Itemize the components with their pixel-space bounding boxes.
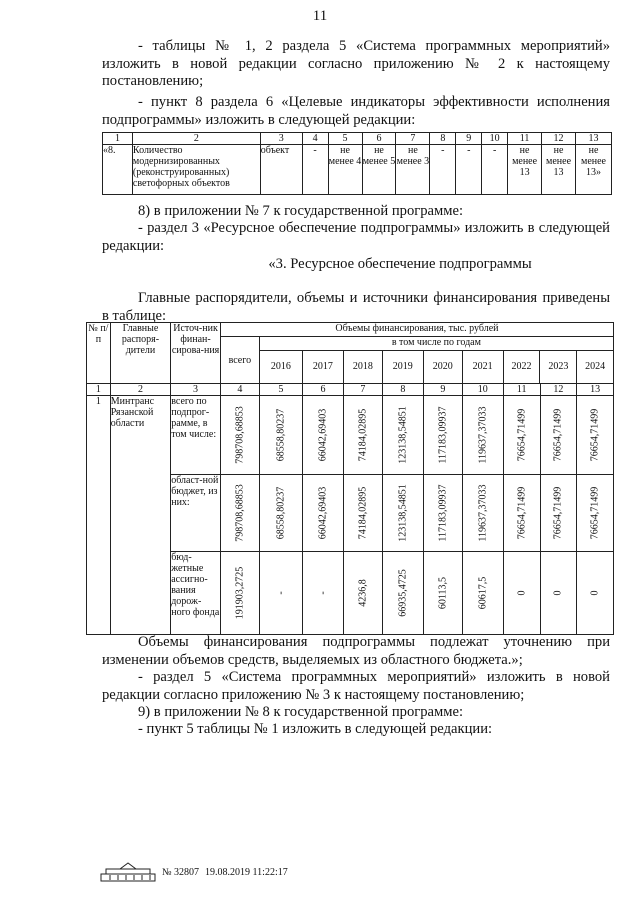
indicator-col-4: 4 <box>302 133 328 145</box>
doc-timestamp: 19.08.2019 11:22:17 <box>205 866 288 878</box>
section-heading: «3. Ресурсное обеспечение подпрограммы <box>268 256 532 272</box>
indicator-col-8: 8 <box>430 133 456 145</box>
paragraph-section-5: - раздел 5 «Система программных мероприятий» изложить в новой редакции согласно приложению № 3 к настоящему постановлению; <box>102 669 610 703</box>
indicator-col-13: 13 <box>576 133 612 145</box>
finance-header-num: № п/п <box>87 323 111 384</box>
finance-header-admin: Главные распоря-дители <box>110 323 170 384</box>
indicator-col-7: 7 <box>396 133 430 145</box>
value-cell: 68558,80237 <box>275 486 287 540</box>
paragraph-table-1-item-5: - пункт 5 таблицы № 1 изложить в следующей редакции: <box>138 721 493 737</box>
paragraph-annex-8: 9) в приложении № 8 к государственной программе: <box>138 704 464 720</box>
indicator-col-12: 12 <box>542 133 576 145</box>
doc-number: № 32807 <box>162 866 200 878</box>
value-cell: 0 <box>589 590 601 596</box>
finance-source-total: всего по подпрог-рамме, в том числе: <box>171 396 221 475</box>
finance-years-row <box>260 351 613 383</box>
value-cell: 68558,80237 <box>275 408 287 462</box>
value-cell: 119637,37033 <box>477 484 489 542</box>
footer <box>100 862 288 882</box>
indicator-col-9: 9 <box>456 133 482 145</box>
indicator-cell-5: не менее 4 <box>328 145 362 195</box>
value-cell: 117183,09937 <box>437 406 449 464</box>
value-cell: 76654,71499 <box>516 408 528 462</box>
year-2024: 2024 <box>585 361 606 372</box>
value-cell: 60113,5 <box>437 576 449 610</box>
finance-source-road-fund: бюд-жетные ассигно-вания дорож-ного фонда <box>171 552 221 635</box>
finance-colnum: 9 <box>423 384 462 396</box>
finance-colnum: 4 <box>220 384 259 396</box>
value-cell: 74184,02895 <box>357 408 369 462</box>
value-cell: 66935,4725 <box>397 569 409 617</box>
finance-col-numbers-row <box>87 384 614 396</box>
value-cell: 66042,69403 <box>317 408 329 462</box>
finance-colnum: 5 <box>259 384 302 396</box>
indicator-cell-7: не менее 3 <box>396 145 430 195</box>
value-cell: 76654,71499 <box>552 408 564 462</box>
finance-colnum: 1 <box>87 384 111 396</box>
value-cell: 76654,71499 <box>516 486 528 540</box>
page-number: 11 <box>312 8 328 24</box>
indicator-cell-6: не менее 5 <box>362 145 396 195</box>
finance-colnum: 8 <box>382 384 423 396</box>
value-cell: 76654,71499 <box>589 486 601 540</box>
finance-colnum: 10 <box>462 384 503 396</box>
finance-header-total: всего <box>220 337 259 384</box>
indicator-col-3: 3 <box>260 133 302 145</box>
value-cell: - <box>317 591 329 595</box>
paragraph-item-8: - пункт 8 раздела 6 «Целевые индикаторы эффективности исполнения подпрограммы» изложить в следующей редакции: <box>102 94 610 128</box>
value-cell: 76654,71499 <box>589 408 601 462</box>
value-cell: 4236,8 <box>357 579 369 607</box>
finance-header-by-years: в том числе по годам <box>260 337 613 351</box>
finance-colnum: 12 <box>540 384 577 396</box>
value-cell: 123138,54851 <box>397 406 409 464</box>
indicator-cell-4: - <box>302 145 328 195</box>
indicator-cell-11: не менее 13 <box>508 145 542 195</box>
indicator-col-11: 11 <box>508 133 542 145</box>
value-cell: 798708,68853 <box>234 484 246 542</box>
finance-row-num: 1 <box>87 396 111 635</box>
indicator-cell-13: не менее 13» <box>576 145 612 195</box>
year-2021: 2021 <box>463 351 504 383</box>
paragraph-table-intro: Главные распорядители, объемы и источники финансирования приведены в таблице: <box>102 290 610 324</box>
indicator-col-5: 5 <box>328 133 362 145</box>
year-2017: 2017 <box>303 351 344 383</box>
finance-colnum: 2 <box>110 384 170 396</box>
indicator-col-1: 1 <box>103 133 133 145</box>
year-2018: 2018 <box>344 351 383 383</box>
indicator-table <box>102 132 612 195</box>
value-cell: 66042,69403 <box>317 486 329 540</box>
value-cell: 74184,02895 <box>357 486 369 540</box>
year-2016: 2016 <box>260 351 303 383</box>
indicator-header-row <box>103 133 612 145</box>
paragraph-annex-7: 8) в приложении № 7 к государственной программе: <box>138 203 464 219</box>
finance-colnum: 13 <box>577 384 614 396</box>
value-cell: 123138,54851 <box>397 484 409 542</box>
paragraph-section-3: - раздел 3 «Ресурсное обеспечение подпрограммы» изложить в следующей редакции: <box>102 220 610 254</box>
value-cell: 0 <box>516 590 528 596</box>
value-cell: - <box>275 591 287 595</box>
value-cell: 119637,37033 <box>477 406 489 464</box>
value-cell: 0 <box>552 590 564 596</box>
finance-colnum: 3 <box>171 384 221 396</box>
finance-admin: Минтранс Рязанской области <box>110 396 170 635</box>
indicator-col-2: 2 <box>132 133 260 145</box>
indicator-cell-num: «8. <box>103 145 133 195</box>
building-logo-icon <box>100 862 156 882</box>
year-2020: 2020 <box>424 351 463 383</box>
indicator-col-10: 10 <box>482 133 508 145</box>
finance-table <box>86 322 614 635</box>
indicator-cell-12: не менее 13 <box>542 145 576 195</box>
indicator-col-6: 6 <box>362 133 396 145</box>
paragraph-volumes-note: Объемы финансирования подпрограммы подлежат уточнению при изменении объемов средств, выделяемых из областного бюджета.»; <box>102 634 610 668</box>
finance-source-regional: област-ной бюджет, из них: <box>171 475 221 552</box>
value-cell: 60617,5 <box>477 576 489 610</box>
paragraph-tables-1-2: - таблицы № 1, 2 раздела 5 «Система программных мероприятий» изложить в новой редакции согласно приложению № 2 к настоящему постановлению; <box>102 38 610 89</box>
value-cell: 798708,68853 <box>234 406 246 464</box>
year-2022: 2022 <box>504 351 541 383</box>
indicator-cell-10: - <box>482 145 508 195</box>
finance-colnum: 7 <box>343 384 382 396</box>
year-2019: 2019 <box>383 351 424 383</box>
finance-colnum: 6 <box>302 384 343 396</box>
finance-row-total <box>87 396 614 475</box>
finance-colnum: 11 <box>503 384 540 396</box>
indicator-cell-9: - <box>456 145 482 195</box>
finance-header-volumes: Объемы финансирования, тыс. рублей <box>220 323 613 337</box>
finance-header-years-group <box>259 337 613 384</box>
indicator-cell-name: Количество модернизированных (реконструированных) светофорных объектов <box>132 145 260 195</box>
finance-header-source: Источ-ник финан-сирова-ния <box>171 323 221 384</box>
indicator-cell-unit: объект <box>260 145 302 195</box>
indicator-cell-8: - <box>430 145 456 195</box>
year-2023: 2023 <box>540 351 577 383</box>
value-cell: 117183,09937 <box>437 484 449 542</box>
indicator-row <box>103 145 612 195</box>
value-cell: 191903,2725 <box>234 566 246 620</box>
value-cell: 76654,71499 <box>552 486 564 540</box>
